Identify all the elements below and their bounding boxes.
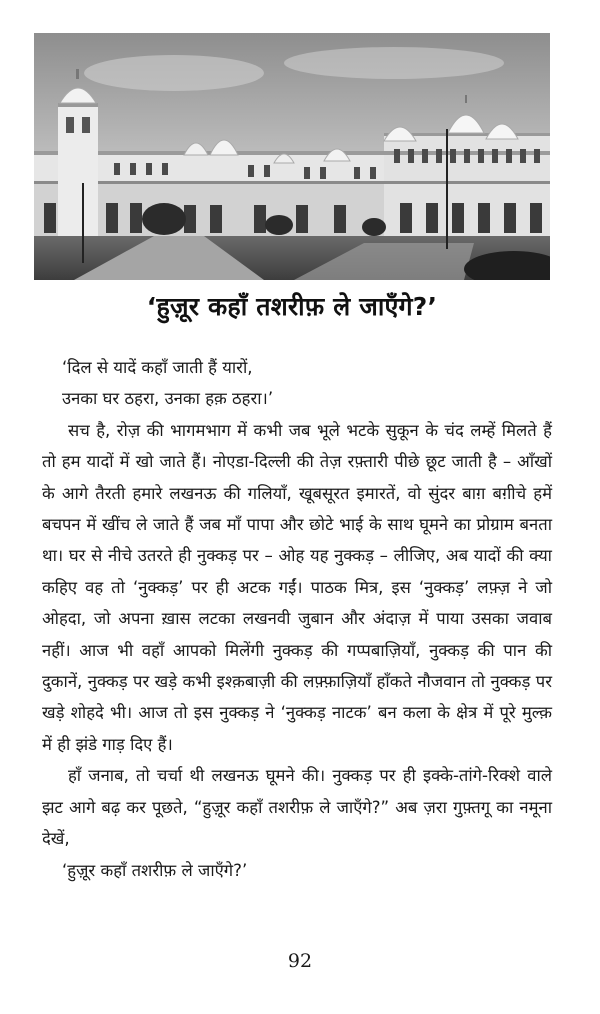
page-number: 92	[287, 950, 313, 972]
building-photo	[34, 33, 550, 280]
verse-line: उनका घर ठहरा, उनका हक़ ठहरा।’	[62, 389, 274, 409]
body-text	[42, 352, 552, 886]
verse-line: ‘दिल से यादें कहाँ जाती हैं यारों,	[62, 358, 253, 377]
chapter-title: ‘हुज़ूर कहाँ तशरीफ़ ले जाएँगे?’	[146, 292, 438, 321]
paragraph: सच है, रोज़ की भागमभाग में कभी जब भूले भटके सुकून के चंद लम्हें मिलते हैं तो हम यादों में खो जाते हैं। नोएडा-दिल्ली की तेज़ रफ़्तारी पीछे छूट जाती है – आँखों के आगे तैरती हमारे लखनऊ की गलियाँ, खूबसूरत इमारतें, वो सुंदर बाग़ बग़ीचे हमें बचपन में खींच ले जाते हैं जब माँ पापा और छोटे भाई के साथ घूमने का प्रोग्राम बनता था। घर से नीचे उतरते ही नुक्कड़ पर – ओह यह नुक्कड़ – लीजिए, अब यादों की क्या कहिए वह तो ‘नुक्कड़’ पर ही अटक गईं। पाठक मित्र, इस ‘नुक्कड़’ लफ़्ज़ ने जो ओहदा, जो अपना ख़ास लटका लखनवी जुबान और अंदाज़ में पाया उसका जवाब नहीं। आज भी वहाँ आपको मिलेंगी नुक्कड़ की गप्पबाज़ियाँ, नुक्कड़ की पान की दुकानें, नुक्कड़ पर खड़े कभी इश्क़बाज़ी की लफ़्फ़ाज़ियाँ हाँकते नौजवान तो नुक्कड़ पर खड़े शोहदे भी। आज तो इस नुक्कड़ ने ‘नुक्कड़ नाटक’ बन कला के क्षेत्र में पूरे मुल्क़ में ही झंडे गाड़ दिए हैं।	[42, 420, 552, 754]
closing-line: ‘हुज़ूर कहाँ तशरीफ़ ले जाएँगे?’	[62, 860, 248, 880]
paragraph: हाँ जनाब, तो चर्चा थी लखनऊ घूमने की। नुक्कड़ पर ही इक्के-तांगे-रिक्शे वाले झट आगे बढ़ कर पूछते, “हुज़ूर कहाँ तशरीफ़ ले जाएँगे?” अब ज़रा गुफ़्तगू का नमूना देखें,	[42, 766, 552, 849]
